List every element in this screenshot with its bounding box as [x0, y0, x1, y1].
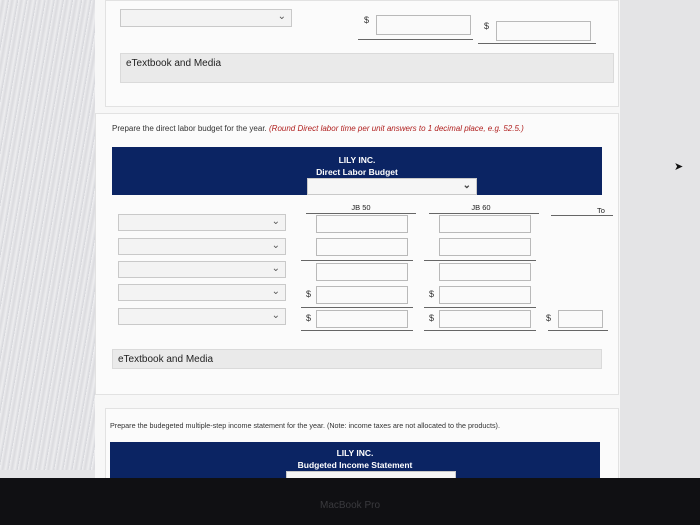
- prev-underline-2: [478, 43, 596, 44]
- prev-amount-1[interactable]: [376, 15, 471, 35]
- labor-row-2-select[interactable]: [118, 238, 286, 255]
- prev-underline-1: [358, 39, 473, 40]
- prev-currency-1: $: [364, 15, 370, 25]
- labor-row-4-jb50[interactable]: [316, 286, 408, 304]
- previous-question-section: [105, 0, 619, 107]
- labor-row-3-jb50[interactable]: [316, 263, 408, 281]
- mouse-cursor-icon: ➤: [674, 161, 684, 173]
- income-statement-header: [110, 442, 600, 479]
- column-header-total: To: [597, 206, 605, 215]
- device-label: MacBook Pro: [319, 500, 381, 511]
- etextbook-media-link-2[interactable]: eTextbook and Media: [112, 349, 602, 369]
- chevron-down-icon: ⌄: [271, 240, 280, 251]
- prev-row-select[interactable]: [120, 9, 292, 27]
- labor-row-5-jb60[interactable]: [439, 310, 531, 328]
- labor-instructions-note: (Round Direct labor time per unit answers to 1 decimal place, e.g. 52.5.): [269, 124, 524, 133]
- assignment-page: [95, 0, 620, 478]
- row-5-underline-jb50: [301, 330, 413, 331]
- income-instructions: Prepare the budegeted multiple-step income statement for the year. (Note: income taxes are not allocated to the products).: [110, 421, 500, 430]
- etextbook-media-link-1[interactable]: eTextbook and Media: [120, 53, 614, 83]
- row-5-underline-jb60: [424, 330, 536, 331]
- row-5-currency-jb60: $: [429, 313, 435, 323]
- chevron-down-icon: ⌄: [271, 216, 280, 227]
- labor-row-3-select[interactable]: [118, 261, 286, 278]
- labor-row-5-total[interactable]: [558, 310, 603, 328]
- row-4-underline-jb60: [424, 307, 536, 308]
- row-2-underline-jb50: [301, 260, 413, 261]
- chevron-down-icon: ⌄: [271, 310, 280, 321]
- labor-row-5-select[interactable]: [118, 308, 286, 325]
- row-2-underline-jb60: [424, 260, 536, 261]
- chevron-down-icon: ⌄: [271, 263, 280, 274]
- labor-row-1-select[interactable]: [118, 214, 286, 231]
- labor-row-3-jb60[interactable]: [439, 263, 531, 281]
- labor-instructions: [112, 124, 524, 133]
- row-4-currency-jb50: $: [306, 289, 312, 299]
- row-5-currency-total: $: [546, 313, 552, 323]
- labor-instructions-text: Prepare the direct labor budget for the year.: [112, 124, 267, 133]
- prev-currency-2: $: [484, 21, 490, 31]
- labor-row-1-jb50[interactable]: [316, 215, 408, 233]
- column-header-jb50: JB 50: [351, 203, 371, 212]
- column-underline-total: [551, 215, 613, 216]
- chevron-down-icon: ⌄: [462, 180, 471, 191]
- column-underline-jb50: [306, 213, 416, 214]
- chevron-down-icon: ⌄: [271, 286, 280, 297]
- income-company-name: LILY INC.: [336, 448, 374, 458]
- labor-company-name: LILY INC.: [338, 155, 376, 165]
- column-header-jb60: JB 60: [471, 203, 491, 212]
- labor-row-5-jb50[interactable]: [316, 310, 408, 328]
- labor-row-2-jb50[interactable]: [316, 238, 408, 256]
- labor-budget-header: [112, 147, 602, 195]
- row-5-currency-jb50: $: [306, 313, 312, 323]
- row-5-underline-total: [548, 330, 608, 331]
- labor-row-1-jb60[interactable]: [439, 215, 531, 233]
- labor-budget-title: Direct Labor Budget: [316, 167, 398, 177]
- labor-row-2-jb60[interactable]: [439, 238, 531, 256]
- income-statement-title: Budgeted Income Statement: [297, 460, 413, 470]
- chevron-down-icon: ⌄: [277, 11, 286, 22]
- background-stripes: [0, 0, 110, 470]
- column-underline-jb60: [429, 213, 539, 214]
- income-statement-section: [105, 408, 619, 480]
- row-4-underline-jb50: [301, 307, 413, 308]
- direct-labor-section: [95, 113, 619, 395]
- row-4-currency-jb60: $: [429, 289, 435, 299]
- labor-row-4-jb60[interactable]: [439, 286, 531, 304]
- labor-row-4-select[interactable]: [118, 284, 286, 301]
- prev-amount-2[interactable]: [496, 21, 591, 41]
- labor-period-select[interactable]: [307, 178, 477, 195]
